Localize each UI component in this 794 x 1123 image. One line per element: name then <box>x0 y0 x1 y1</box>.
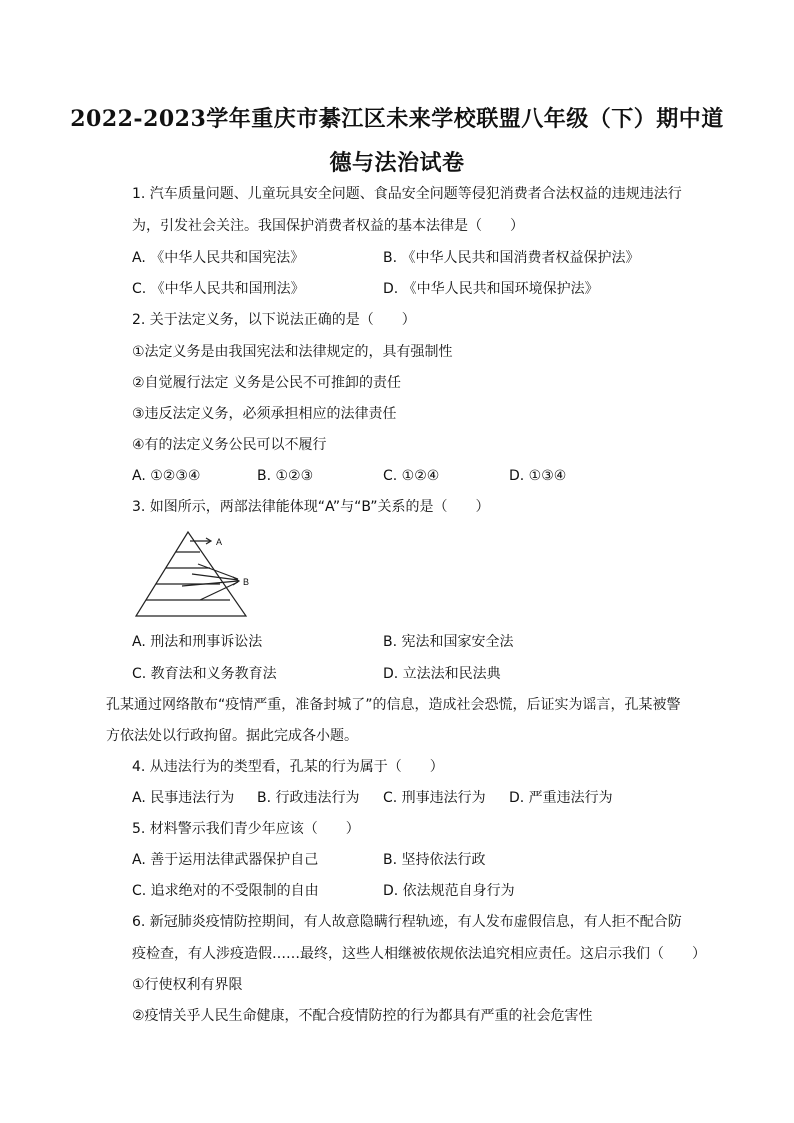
q4-stem: 4. 从违法行为的类型看，孔某的行为属于（ ） <box>132 759 444 775</box>
q2-option-d: D. ①③④ <box>509 468 567 484</box>
q2-option-c: C. ①②④ <box>383 468 440 484</box>
q4-option-d: D. 严重违法行为 <box>509 790 613 806</box>
q1-option-b: B. 《中华人民共和国消费者权益保护法》 <box>383 250 640 266</box>
q4-option-c: C. 刑事违法行为 <box>383 790 486 806</box>
q1-option-c: C. 《中华人民共和国刑法》 <box>132 281 305 297</box>
q3-option-c: C. 教育法和义务教育法 <box>132 666 277 682</box>
arrow-b-line <box>198 564 238 579</box>
page-title-line1: 2022-2023学年重庆市綦江区未来学校联盟八年级（下）期中道 <box>70 106 724 132</box>
q3-option-b: B. 宪法和国家安全法 <box>383 634 514 650</box>
law-pyramid-figure <box>130 528 260 620</box>
arrow-b-line <box>200 582 238 600</box>
q2-statement-2: ②自觉履行法定 义务是公民不可推卸的责任 <box>132 375 401 391</box>
q4-option-b: B. 行政违法行为 <box>257 790 360 806</box>
q5-option-d: D. 依法规范自身行为 <box>383 883 515 899</box>
pyramid-outline <box>136 532 246 616</box>
q2-statement-1: ①法定义务是由我国宪法和法律规定的，具有强制性 <box>132 344 453 360</box>
q2-statement-3: ③违反法定义务，必须承担相应的法律责任 <box>132 406 397 422</box>
q6-statement-1: ①行使权利有界限 <box>132 977 243 993</box>
q3-option-a: A. 刑法和刑事诉讼法 <box>132 634 263 650</box>
q6-stem-line1: 6. 新冠肺炎疫情防控期间，有人故意隐瞒行程轨迹，有人发布虚假信息，有人拒不配合防 <box>132 914 682 930</box>
material-line1: 孔某通过网络散布“疫情严重，准备封城了”的信息，造成社会恐慌，后证实为谣言，孔某被警 <box>106 697 681 713</box>
page-title-line2: 德与法治试卷 <box>329 150 465 176</box>
q3-stem: 3. 如图所示，两部法律能体现“A”与“B”关系的是（ ） <box>132 499 490 515</box>
q2-option-b: B. ①②③ <box>257 468 314 484</box>
q1-stem-line1: 1. 汽车质量问题、儿童玩具安全问题、食品安全问题等侵犯消费者合法权益的违规违法行 <box>132 186 682 202</box>
figure-label-a: A <box>216 537 223 547</box>
q2-statement-4: ④有的法定义务公民可以不履行 <box>132 437 327 453</box>
q4-option-a: A. 民事违法行为 <box>132 790 235 806</box>
q1-option-d: D. 《中华人民共和国环境保护法》 <box>383 281 599 297</box>
material-line2: 方依法处以行政拘留。据此完成各小题。 <box>106 728 358 744</box>
q6-stem-line2: 疫检查，有人涉疫造假……最终，这些人相继被依规依法追究相应责任。这启示我们（ ） <box>132 946 706 962</box>
q1-option-a: A. 《中华人民共和国宪法》 <box>132 250 305 266</box>
q2-option-a: A. ①②③④ <box>132 468 201 484</box>
q6-statement-2: ②疫情关乎人民生命健康，不配合疫情防控的行为都具有严重的社会危害性 <box>132 1008 593 1024</box>
q5-option-b: B. 坚持依法行政 <box>383 852 486 868</box>
q2-stem: 2. 关于法定义务，以下说法正确的是（ ） <box>132 312 416 328</box>
q5-stem: 5. 材料警示我们青少年应该（ ） <box>132 821 360 837</box>
q5-option-a: A. 善于运用法律武器保护自己 <box>132 852 319 868</box>
q3-option-d: D. 立法法和民法典 <box>383 666 501 682</box>
figure-label-b: B <box>243 577 250 587</box>
q1-stem-line2: 为，引发社会关注。我国保护消费者权益的基本法律是（ ） <box>132 218 524 234</box>
q5-option-c: C. 追求绝对的不受限制的自由 <box>132 883 319 899</box>
